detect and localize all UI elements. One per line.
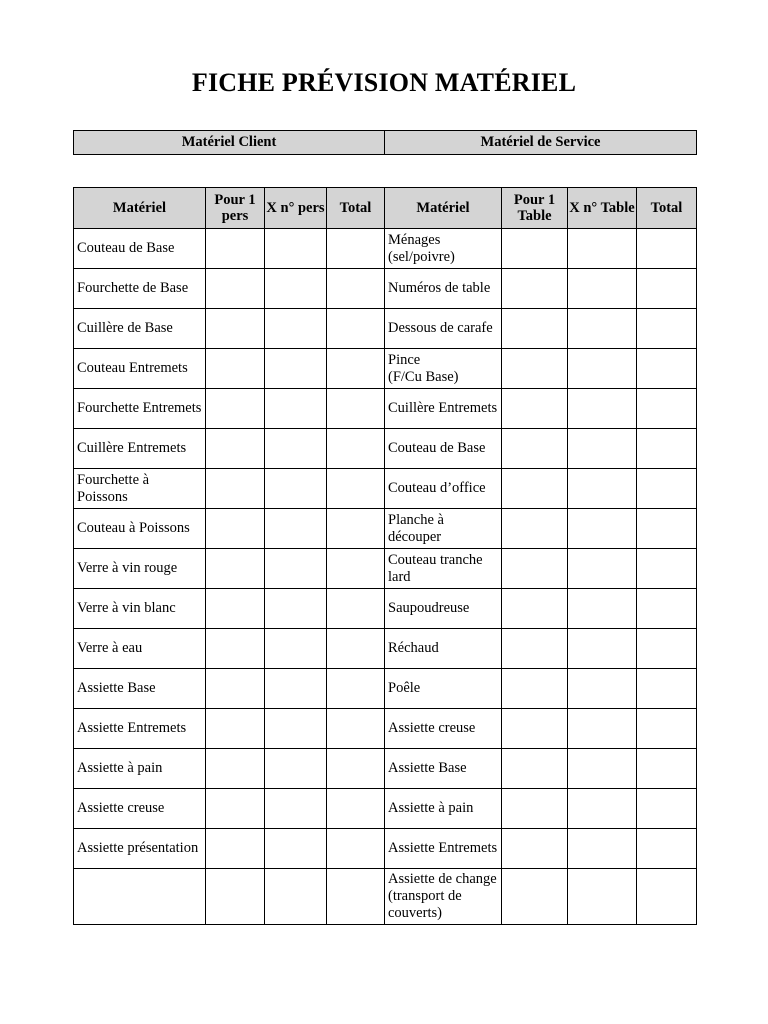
service-total-cell[interactable] bbox=[637, 229, 697, 269]
client-xn-cell[interactable] bbox=[265, 389, 327, 429]
client-pour1-cell[interactable] bbox=[206, 349, 265, 389]
service-xn-cell[interactable] bbox=[568, 389, 637, 429]
service-materiel-cell: Numéros de table bbox=[385, 269, 502, 309]
client-xn-cell[interactable] bbox=[265, 829, 327, 869]
col-header-service-pour1: Pour 1 Table bbox=[502, 188, 568, 229]
service-materiel-cell: Planche à découper bbox=[385, 509, 502, 549]
service-pour1-cell[interactable] bbox=[502, 549, 568, 589]
service-total-cell[interactable] bbox=[637, 749, 697, 789]
client-pour1-cell[interactable] bbox=[206, 229, 265, 269]
client-total-cell[interactable] bbox=[327, 429, 385, 469]
client-pour1-cell[interactable] bbox=[206, 549, 265, 589]
service-materiel-cell: Assiette creuse bbox=[385, 709, 502, 749]
client-pour1-cell[interactable] bbox=[206, 709, 265, 749]
client-total-cell[interactable] bbox=[327, 309, 385, 349]
service-total-cell[interactable] bbox=[637, 469, 697, 509]
service-materiel-cell: Assiette Entremets bbox=[385, 829, 502, 869]
service-total-cell[interactable] bbox=[637, 389, 697, 429]
service-pour1-cell[interactable] bbox=[502, 709, 568, 749]
client-xn-cell[interactable] bbox=[265, 789, 327, 829]
table-row bbox=[74, 829, 697, 869]
service-pour1-cell[interactable] bbox=[502, 309, 568, 349]
table-row bbox=[74, 669, 697, 709]
client-materiel-cell: Cuillère Entremets bbox=[74, 429, 206, 469]
service-pour1-cell[interactable] bbox=[502, 469, 568, 509]
client-pour1-cell[interactable] bbox=[206, 829, 265, 869]
col-header-service-materiel: Matériel bbox=[385, 188, 502, 229]
client-xn-cell[interactable] bbox=[265, 429, 327, 469]
service-pour1-cell[interactable] bbox=[502, 429, 568, 469]
client-materiel-cell: Assiette Base bbox=[74, 669, 206, 709]
client-materiel-cell: Fourchette à Poissons bbox=[74, 469, 206, 509]
client-total-cell[interactable] bbox=[327, 229, 385, 269]
client-xn-cell[interactable] bbox=[265, 309, 327, 349]
client-total-cell[interactable] bbox=[327, 669, 385, 709]
col-header-service-total: Total bbox=[637, 188, 697, 229]
client-total-cell[interactable] bbox=[327, 589, 385, 629]
service-pour1-cell[interactable] bbox=[502, 389, 568, 429]
client-pour1-cell[interactable] bbox=[206, 389, 265, 429]
service-xn-cell[interactable] bbox=[568, 269, 637, 309]
service-xn-cell[interactable] bbox=[568, 829, 637, 869]
client-xn-cell[interactable] bbox=[265, 509, 327, 549]
service-materiel-cell: Couteau tranche lard bbox=[385, 549, 502, 589]
service-total-cell[interactable] bbox=[637, 549, 697, 589]
service-materiel-cell: Dessous de carafe bbox=[385, 309, 502, 349]
service-xn-cell[interactable] bbox=[568, 869, 637, 925]
service-materiel-cell: Réchaud bbox=[385, 629, 502, 669]
client-total-cell[interactable] bbox=[327, 389, 385, 429]
client-materiel-cell: Couteau à Poissons bbox=[74, 509, 206, 549]
client-total-cell[interactable] bbox=[327, 709, 385, 749]
service-xn-cell[interactable] bbox=[568, 629, 637, 669]
client-materiel-cell: Assiette à pain bbox=[74, 749, 206, 789]
client-materiel-cell: Couteau de Base bbox=[74, 229, 206, 269]
client-pour1-cell[interactable] bbox=[206, 269, 265, 309]
client-pour1-cell[interactable] bbox=[206, 629, 265, 669]
client-pour1-cell[interactable] bbox=[206, 669, 265, 709]
section-header-table bbox=[73, 130, 697, 155]
table-row bbox=[74, 389, 697, 429]
client-xn-cell[interactable] bbox=[265, 749, 327, 789]
service-pour1-cell[interactable] bbox=[502, 629, 568, 669]
table-row bbox=[74, 589, 697, 629]
col-header-service-xn: X n° Table bbox=[568, 188, 637, 229]
client-xn-cell[interactable] bbox=[265, 669, 327, 709]
col-header-client-pour1: Pour 1 pers bbox=[206, 188, 265, 229]
service-total-cell[interactable] bbox=[637, 589, 697, 629]
service-materiel-cell: Couteau de Base bbox=[385, 429, 502, 469]
client-xn-cell[interactable] bbox=[265, 549, 327, 589]
col-header-client-xn: X n° pers bbox=[265, 188, 327, 229]
service-pour1-cell[interactable] bbox=[502, 789, 568, 829]
service-xn-cell[interactable] bbox=[568, 429, 637, 469]
materiel-table bbox=[73, 187, 697, 925]
service-xn-cell[interactable] bbox=[568, 669, 637, 709]
client-xn-cell[interactable] bbox=[265, 589, 327, 629]
service-xn-cell[interactable] bbox=[568, 589, 637, 629]
service-materiel-cell: Assiette Base bbox=[385, 749, 502, 789]
client-xn-cell[interactable] bbox=[265, 709, 327, 749]
client-xn-cell[interactable] bbox=[265, 869, 327, 925]
service-total-cell[interactable] bbox=[637, 509, 697, 549]
client-total-cell[interactable] bbox=[327, 869, 385, 925]
service-total-cell[interactable] bbox=[637, 789, 697, 829]
service-materiel-cell: Ménages (sel/poivre) bbox=[385, 229, 502, 269]
client-xn-cell[interactable] bbox=[265, 349, 327, 389]
table-row bbox=[74, 269, 697, 309]
client-total-cell[interactable] bbox=[327, 629, 385, 669]
service-pour1-cell[interactable] bbox=[502, 589, 568, 629]
client-total-cell[interactable] bbox=[327, 549, 385, 589]
service-pour1-cell[interactable] bbox=[502, 669, 568, 709]
client-pour1-cell[interactable] bbox=[206, 469, 265, 509]
table-row bbox=[74, 749, 697, 789]
col-header-client-total: Total bbox=[327, 188, 385, 229]
client-xn-cell[interactable] bbox=[265, 229, 327, 269]
table-row bbox=[74, 509, 697, 549]
service-total-cell[interactable] bbox=[637, 429, 697, 469]
table-row bbox=[74, 229, 697, 269]
service-total-cell[interactable] bbox=[637, 309, 697, 349]
service-materiel-cell: Assiette à pain bbox=[385, 789, 502, 829]
service-materiel-cell: Assiette de change (transport de couverts) bbox=[385, 869, 502, 925]
client-xn-cell[interactable] bbox=[265, 469, 327, 509]
table-row bbox=[74, 629, 697, 669]
client-materiel-cell: Couteau Entremets bbox=[74, 349, 206, 389]
table-row bbox=[74, 709, 697, 749]
section-client: Matériel Client bbox=[74, 131, 385, 155]
client-total-cell[interactable] bbox=[327, 829, 385, 869]
table-row bbox=[74, 469, 697, 509]
table-row bbox=[74, 309, 697, 349]
service-xn-cell[interactable] bbox=[568, 349, 637, 389]
service-xn-cell[interactable] bbox=[568, 509, 637, 549]
section-service: Matériel de Service bbox=[385, 131, 697, 155]
client-materiel-cell: Verre à vin rouge bbox=[74, 549, 206, 589]
service-xn-cell[interactable] bbox=[568, 749, 637, 789]
service-xn-cell[interactable] bbox=[568, 309, 637, 349]
client-pour1-cell[interactable] bbox=[206, 509, 265, 549]
service-total-cell[interactable] bbox=[637, 669, 697, 709]
client-materiel-cell: Fourchette de Base bbox=[74, 269, 206, 309]
client-total-cell[interactable] bbox=[327, 789, 385, 829]
table-row bbox=[74, 349, 697, 389]
col-header-client-materiel: Matériel bbox=[74, 188, 206, 229]
client-pour1-cell[interactable] bbox=[206, 869, 265, 925]
client-materiel-cell: Assiette creuse bbox=[74, 789, 206, 829]
table-row bbox=[74, 549, 697, 589]
client-pour1-cell[interactable] bbox=[206, 429, 265, 469]
service-pour1-cell[interactable] bbox=[502, 509, 568, 549]
client-total-cell[interactable] bbox=[327, 749, 385, 789]
table-header-row bbox=[74, 188, 697, 229]
client-xn-cell[interactable] bbox=[265, 269, 327, 309]
client-total-cell[interactable] bbox=[327, 269, 385, 309]
service-total-cell[interactable] bbox=[637, 829, 697, 869]
table-row bbox=[74, 429, 697, 469]
service-materiel-cell: Pince (F/Cu Base) bbox=[385, 349, 502, 389]
table-row bbox=[74, 789, 697, 829]
service-total-cell[interactable] bbox=[637, 629, 697, 669]
service-pour1-cell[interactable] bbox=[502, 349, 568, 389]
service-xn-cell[interactable] bbox=[568, 709, 637, 749]
client-materiel-cell: Assiette présentation bbox=[74, 829, 206, 869]
service-xn-cell[interactable] bbox=[568, 549, 637, 589]
service-pour1-cell[interactable] bbox=[502, 829, 568, 869]
service-xn-cell[interactable] bbox=[568, 229, 637, 269]
client-materiel-cell bbox=[74, 869, 206, 925]
service-pour1-cell[interactable] bbox=[502, 269, 568, 309]
service-xn-cell[interactable] bbox=[568, 469, 637, 509]
client-pour1-cell[interactable] bbox=[206, 589, 265, 629]
service-materiel-cell: Saupoudreuse bbox=[385, 589, 502, 629]
client-pour1-cell[interactable] bbox=[206, 789, 265, 829]
client-xn-cell[interactable] bbox=[265, 629, 327, 669]
table-row bbox=[74, 869, 697, 925]
client-materiel-cell: Verre à eau bbox=[74, 629, 206, 669]
service-pour1-cell[interactable] bbox=[502, 869, 568, 925]
service-xn-cell[interactable] bbox=[568, 789, 637, 829]
client-total-cell[interactable] bbox=[327, 349, 385, 389]
client-materiel-cell: Cuillère de Base bbox=[74, 309, 206, 349]
client-pour1-cell[interactable] bbox=[206, 749, 265, 789]
service-pour1-cell[interactable] bbox=[502, 229, 568, 269]
client-materiel-cell: Assiette Entremets bbox=[74, 709, 206, 749]
service-total-cell[interactable] bbox=[637, 709, 697, 749]
client-total-cell[interactable] bbox=[327, 509, 385, 549]
service-pour1-cell[interactable] bbox=[502, 749, 568, 789]
page-title: FICHE PRÉVISION MATÉRIEL bbox=[191, 68, 577, 97]
service-materiel-cell: Cuillère Entremets bbox=[385, 389, 502, 429]
client-materiel-cell: Fourchette Entremets bbox=[74, 389, 206, 429]
client-total-cell[interactable] bbox=[327, 469, 385, 509]
service-total-cell[interactable] bbox=[637, 869, 697, 925]
client-materiel-cell: Verre à vin blanc bbox=[74, 589, 206, 629]
service-materiel-cell: Couteau d’office bbox=[385, 469, 502, 509]
service-total-cell[interactable] bbox=[637, 349, 697, 389]
client-pour1-cell[interactable] bbox=[206, 309, 265, 349]
service-materiel-cell: Poêle bbox=[385, 669, 502, 709]
service-total-cell[interactable] bbox=[637, 269, 697, 309]
